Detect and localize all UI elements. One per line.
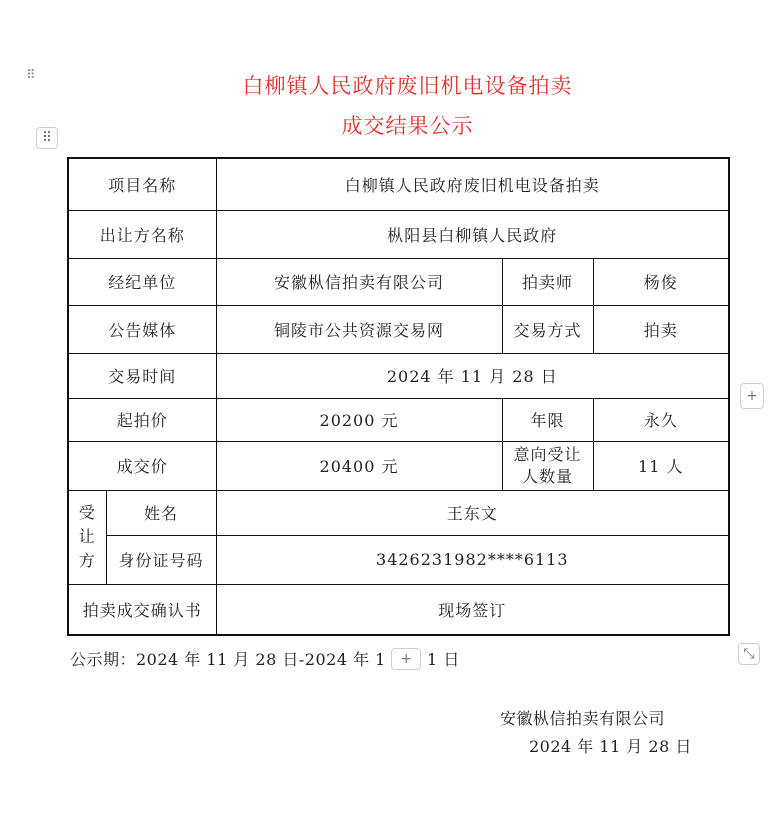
table-row: [68, 305, 729, 353]
drag-handle-icon[interactable]: ⠿: [26, 68, 35, 83]
term-label: 年限: [502, 398, 593, 441]
table-row: [68, 398, 729, 441]
company-signature: 安徽枞信拍卖有限公司: [500, 709, 666, 728]
broker-value: 安徽枞信拍卖有限公司: [216, 258, 502, 305]
bidders-label-line1: 意向受让: [513, 444, 582, 464]
time-value: 2024 年 11 月 28 日: [216, 353, 729, 398]
transferee-label-char1: 受: [78, 503, 96, 522]
media-label: 公告媒体: [68, 305, 216, 353]
plus-icon: +: [746, 388, 758, 404]
table-row: [68, 584, 729, 635]
table-row: [68, 535, 729, 584]
table-row: [68, 353, 729, 398]
media-value: 铜陵市公共资源交易网: [216, 305, 502, 353]
project-label: 项目名称: [68, 158, 216, 210]
page-title: 白柳镇人民政府废旧机电设备拍卖: [242, 74, 573, 98]
deal-price-label: 成交价: [68, 441, 216, 490]
id-value: 3426231982****6113: [216, 535, 729, 584]
period-text-start: 公示期：2024 年 11 月 28 日-2024 年 1: [70, 650, 386, 669]
table-row: [68, 441, 729, 490]
table-row: [68, 158, 729, 210]
deal-price-value: 20400 元: [216, 441, 502, 490]
page-subtitle: 成交结果公示: [341, 114, 474, 138]
transferor-value: 枞阳县白柳镇人民政府: [216, 210, 729, 258]
start-price-label: 起拍价: [68, 398, 216, 441]
bidders-label-line2: 人数量: [522, 466, 574, 486]
plus-icon: +: [400, 650, 413, 667]
confirm-label: 拍卖成交确认书: [68, 584, 216, 635]
add-column-button[interactable]: [740, 383, 764, 409]
grip-icon: ⠿: [41, 130, 53, 146]
table-row: [68, 258, 729, 305]
transferee-label-char3: 方: [78, 551, 96, 570]
project-value: 白柳镇人民政府废旧机电设备拍卖: [216, 158, 729, 210]
transferor-label: 出让方名称: [68, 210, 216, 258]
bidders-label: [502, 441, 593, 490]
method-label: 交易方式: [502, 305, 593, 353]
table-row: [68, 210, 729, 258]
broker-label: 经纪单位: [68, 258, 216, 305]
auctioneer-label: 拍卖师: [502, 258, 593, 305]
name-value: 王东文: [216, 490, 729, 535]
method-value: 拍卖: [593, 305, 729, 353]
bidders-value: 11 人: [593, 441, 729, 490]
confirm-value: 现场签订: [216, 584, 729, 635]
id-label: 身份证号码: [106, 535, 216, 584]
announcement-period: [70, 647, 460, 672]
table-row: [68, 490, 729, 535]
signature-date: 2024 年 11 月 28 日: [529, 737, 692, 756]
term-value: 永久: [593, 398, 729, 441]
auctioneer-value: 杨俊: [593, 258, 729, 305]
name-label: 姓名: [106, 490, 216, 535]
start-price-value: 20200 元: [216, 398, 502, 441]
result-table: [67, 157, 730, 636]
transferee-label: [68, 490, 106, 584]
resize-icon: ⤡: [743, 646, 755, 662]
transferee-label-char2: 让: [78, 527, 96, 546]
resize-table-button[interactable]: [738, 643, 760, 665]
add-row-button[interactable]: [391, 648, 421, 670]
time-label: 交易时间: [68, 353, 216, 398]
period-text-end: 1 日: [427, 650, 460, 669]
